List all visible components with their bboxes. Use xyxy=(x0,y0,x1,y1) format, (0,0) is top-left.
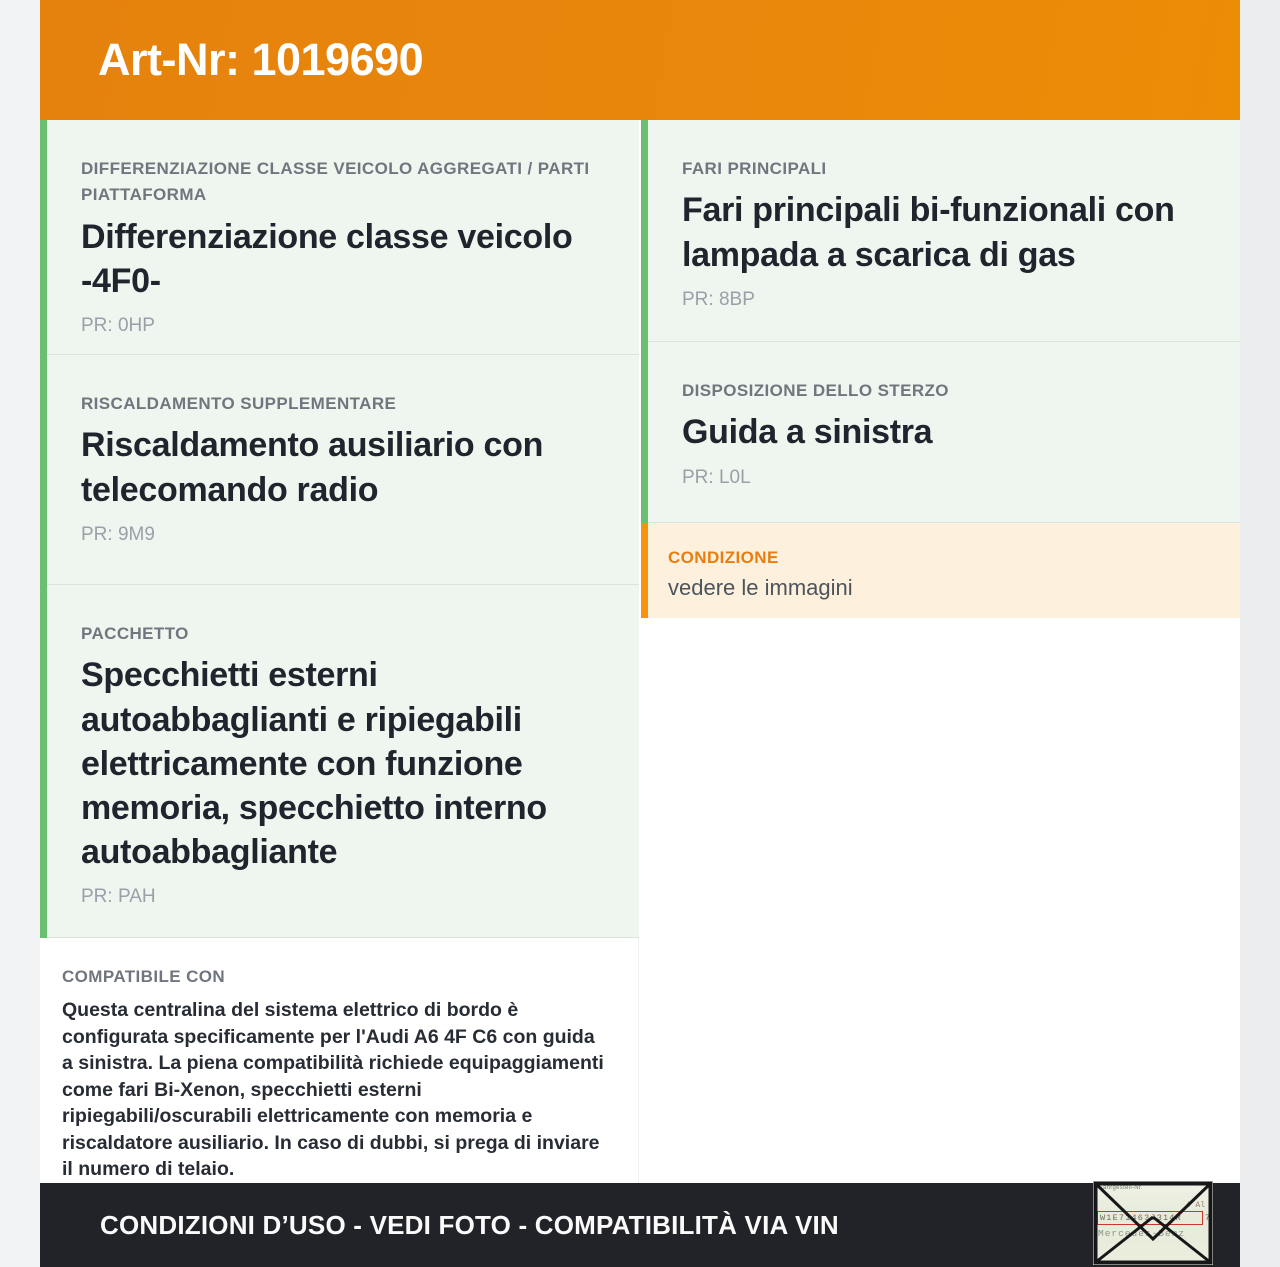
footer-bar xyxy=(40,1183,1240,1267)
spec-card-pr-code: PR: 9M9 xyxy=(81,523,155,545)
compatibility-label: COMPATIBILE CON xyxy=(62,967,226,986)
spec-card-title: Fari principali bi-funzionali con lampada a scarica di gas xyxy=(682,191,1175,274)
spec-card-label: RISCALDAMENTO SUPPLEMENTARE xyxy=(81,394,397,413)
right-column xyxy=(641,120,1240,1183)
left-column xyxy=(40,120,639,1183)
spec-card-title: Guida a sinistra xyxy=(682,413,933,452)
spec-card-title: Riscaldamento ausiliario con telecomando radio xyxy=(81,426,544,509)
spec-card-label: DIFFERENZIAZIONE CLASSE VEICOLO AGGREGATI / PARTI PIATTAFORMA xyxy=(81,159,590,205)
spec-card-label: DISPOSIZIONE DELLO STERZO xyxy=(682,381,949,400)
vin-suffix: 7 xyxy=(1204,1213,1210,1223)
compatibility-card xyxy=(40,938,639,1183)
condition-value: vedere le immagini xyxy=(668,575,853,600)
article-number-title: Art-Nr: 1019690 xyxy=(98,34,424,85)
spec-card-label: FARI PRINCIPALI xyxy=(682,159,827,178)
spec-card-pr-code: PR: L0L xyxy=(682,466,751,488)
spec-card-vehicle-class xyxy=(40,120,639,355)
compatibility-text: Questa centralina del sistema elettrico di bordo è configurata specificamente per l'Audi A6 4F C6 con guida a sinistra. La piena compatibilità richiede equipaggiamenti come fari Bi-Xenon, specchietti esterni ripiegabili/oscurabili elettricamente con memoria e riscaldatore ausiliario. In caso di dubbi, si prega di inviare il numero di telaio. xyxy=(62,999,604,1181)
spec-card-label: PACCHETTO xyxy=(81,624,189,643)
content-panel xyxy=(40,0,1240,1267)
spec-card-title: Specchietti esterni autoabbaglianti e ripiegabili elettricamente con funzione memoria, specchietto interno autoabbagliante xyxy=(81,656,547,872)
spec-card-pr-code: PR: 0HP xyxy=(81,315,155,337)
spec-card-headlights xyxy=(641,120,1240,342)
spec-card-pr-code: PR: PAH xyxy=(81,886,156,908)
stamp-brand-text: Mercedes-Benz xyxy=(1098,1228,1186,1239)
spec-card-steering xyxy=(641,342,1240,523)
stamp-doc-label: Fahrgestell-Nr. xyxy=(1099,1185,1143,1191)
spec-card-package xyxy=(40,585,639,938)
spec-grid xyxy=(40,120,1240,1183)
condition-card xyxy=(641,523,1240,618)
empty-area xyxy=(641,618,1240,1183)
header-banner xyxy=(40,0,1240,120)
spec-card-pr-code: PR: 8BP xyxy=(682,288,755,310)
vin-number: W1E71463J314R xyxy=(1097,1211,1203,1225)
footer-notice-text: CONDIZIONI D’USO - VEDI FOTO - COMPATIBILITÀ VIA VIN xyxy=(100,1210,839,1241)
vin-document-stamp xyxy=(1093,1181,1213,1265)
condition-label: CONDIZIONE xyxy=(668,548,779,567)
spec-card-title: Differenziazione classe veicolo -4F0- xyxy=(81,217,573,300)
envelope-icon xyxy=(1093,1181,1213,1265)
spec-card-aux-heating xyxy=(40,355,639,585)
stamp-corner-text: 4 Al xyxy=(1185,1201,1205,1210)
